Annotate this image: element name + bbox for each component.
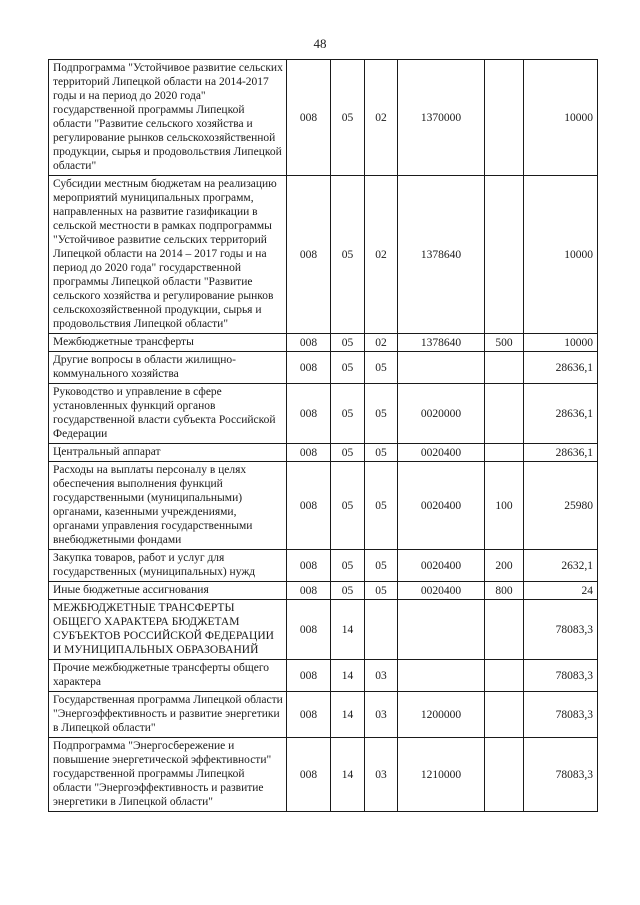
table-row [49, 334, 598, 352]
expense-name-cell: Межбюджетные трансферты [49, 334, 287, 352]
table-row [49, 176, 598, 334]
section-code-cell: 14 [331, 660, 365, 692]
table-row [49, 384, 598, 444]
grbs-code-cell: 008 [287, 660, 331, 692]
subsection-code-cell: 05 [365, 550, 398, 582]
subsection-code-cell: 05 [365, 352, 398, 384]
grbs-code-cell: 008 [287, 738, 331, 812]
section-code-cell: 05 [331, 582, 365, 600]
expense-type-code-cell: 800 [485, 582, 524, 600]
expense-type-code-cell [485, 692, 524, 738]
subsection-code-cell: 05 [365, 582, 398, 600]
section-code-cell: 05 [331, 60, 365, 176]
expense-name-cell: Расходы на выплаты персоналу в целях обеспечения выполнения функций государственными (муниципальными) органами, казенными учреждениями, органами управления государственными внебюджетными фондами [49, 462, 287, 550]
grbs-code-cell: 008 [287, 60, 331, 176]
table-row [49, 550, 598, 582]
table-row [49, 600, 598, 660]
amount-cell: 78083,3 [524, 692, 598, 738]
subsection-code-cell: 03 [365, 692, 398, 738]
expense-type-code-cell [485, 60, 524, 176]
expense-name-cell: Руководство и управление в сфере установленных функций органов государственной власти субъекта Российской Федерации [49, 384, 287, 444]
subsection-code-cell: 03 [365, 660, 398, 692]
table-row [49, 352, 598, 384]
table-row [49, 660, 598, 692]
page-number: 48 [313, 36, 327, 51]
table-row [49, 462, 598, 550]
expense-type-code-cell [485, 738, 524, 812]
table-row [49, 444, 598, 462]
grbs-code-cell: 008 [287, 334, 331, 352]
table-row [49, 692, 598, 738]
target-article-code-cell: 1378640 [398, 334, 485, 352]
table-row [49, 738, 598, 812]
grbs-code-cell: 008 [287, 462, 331, 550]
subsection-code-cell: 02 [365, 334, 398, 352]
expense-type-code-cell: 100 [485, 462, 524, 550]
target-article-code-cell: 0020400 [398, 550, 485, 582]
grbs-code-cell: 008 [287, 384, 331, 444]
expense-name-cell: Прочие межбюджетные трансферты общего характера [49, 660, 287, 692]
expense-name-cell: Подпрограмма "Энергосбережение и повышение энергетической эффективности" государственной программы Липецкой области "Энергоэффективность и развитие энергетики в Липецкой области" [49, 738, 287, 812]
expense-name-cell: МЕЖБЮДЖЕТНЫЕ ТРАНСФЕРТЫ ОБЩЕГО ХАРАКТЕРА БЮДЖЕТАМ СУБЪЕКТОВ РОССИЙСКОЙ ФЕДЕРАЦИИ И МУНИЦИПАЛЬНЫХ ОБРАЗОВАНИЙ [49, 600, 287, 660]
subsection-code-cell: 02 [365, 60, 398, 176]
section-code-cell: 14 [331, 600, 365, 660]
amount-cell: 28636,1 [524, 352, 598, 384]
grbs-code-cell: 008 [287, 444, 331, 462]
amount-cell: 78083,3 [524, 738, 598, 812]
expense-type-code-cell [485, 384, 524, 444]
expense-name-cell: Государственная программа Липецкой области "Энергоэффективность и развитие энергетики в Липецкой области" [49, 692, 287, 738]
target-article-code-cell [398, 660, 485, 692]
expense-name-cell: Иные бюджетные ассигнования [49, 582, 287, 600]
section-code-cell: 05 [331, 334, 365, 352]
subsection-code-cell [365, 600, 398, 660]
amount-cell: 28636,1 [524, 444, 598, 462]
expense-type-code-cell [485, 600, 524, 660]
amount-cell: 25980 [524, 462, 598, 550]
target-article-code-cell: 0020400 [398, 444, 485, 462]
section-code-cell: 05 [331, 352, 365, 384]
amount-cell: 78083,3 [524, 660, 598, 692]
grbs-code-cell: 008 [287, 550, 331, 582]
subsection-code-cell: 05 [365, 384, 398, 444]
amount-cell: 78083,3 [524, 600, 598, 660]
section-code-cell: 05 [331, 176, 365, 334]
expense-type-code-cell [485, 444, 524, 462]
amount-cell: 28636,1 [524, 384, 598, 444]
expense-type-code-cell: 500 [485, 334, 524, 352]
section-code-cell: 14 [331, 738, 365, 812]
expense-type-code-cell [485, 660, 524, 692]
budget-table-body [49, 60, 598, 812]
expense-type-code-cell [485, 176, 524, 334]
target-article-code-cell [398, 600, 485, 660]
section-code-cell: 05 [331, 384, 365, 444]
section-code-cell: 05 [331, 462, 365, 550]
table-row [49, 582, 598, 600]
expense-name-cell: Центральный аппарат [49, 444, 287, 462]
expense-name-cell: Подпрограмма "Устойчивое развитие сельских территорий Липецкой области на 2014-2017 годы и на период до 2020 года" государственной программы Липецкой области "Развитие сельского хозяйства и регулирование рынков сельскохозяйственной продукции, сырья и продовольствия Липецкой области" [49, 60, 287, 176]
target-article-code-cell [398, 352, 485, 384]
subsection-code-cell: 03 [365, 738, 398, 812]
expense-type-code-cell [485, 352, 524, 384]
expense-type-code-cell: 200 [485, 550, 524, 582]
target-article-code-cell: 1370000 [398, 60, 485, 176]
budget-table [48, 59, 598, 812]
grbs-code-cell: 008 [287, 582, 331, 600]
section-code-cell: 14 [331, 692, 365, 738]
amount-cell: 10000 [524, 60, 598, 176]
section-code-cell: 05 [331, 550, 365, 582]
amount-cell: 10000 [524, 176, 598, 334]
grbs-code-cell: 008 [287, 176, 331, 334]
amount-cell: 24 [524, 582, 598, 600]
target-article-code-cell: 1378640 [398, 176, 485, 334]
amount-cell: 10000 [524, 334, 598, 352]
expense-name-cell: Закупка товаров, работ и услуг для государственных (муниципальных) нужд [49, 550, 287, 582]
table-row [49, 60, 598, 176]
target-article-code-cell: 1210000 [398, 738, 485, 812]
grbs-code-cell: 008 [287, 600, 331, 660]
expense-name-cell: Субсидии местным бюджетам на реализацию мероприятий муниципальных программ, направленных на развитие газификации в сельской местности в рамках подпрограммы "Устойчивое развитие сельских территорий Липецкой области на 2014 – 2017 годы и на период до 2020 года" государственной программы Липецкой области "Развитие сельского хозяйства и регулирование рынков сельскохозяйственной продукции, сырья и продовольствия Липецкой области" [49, 176, 287, 334]
subsection-code-cell: 05 [365, 444, 398, 462]
expense-name-cell: Другие вопросы в области жилищно-коммунального хозяйства [49, 352, 287, 384]
subsection-code-cell: 02 [365, 176, 398, 334]
grbs-code-cell: 008 [287, 692, 331, 738]
subsection-code-cell: 05 [365, 462, 398, 550]
amount-cell: 2632,1 [524, 550, 598, 582]
target-article-code-cell: 0020400 [398, 582, 485, 600]
grbs-code-cell: 008 [287, 352, 331, 384]
section-code-cell: 05 [331, 444, 365, 462]
target-article-code-cell: 0020400 [398, 462, 485, 550]
target-article-code-cell: 1200000 [398, 692, 485, 738]
target-article-code-cell: 0020000 [398, 384, 485, 444]
